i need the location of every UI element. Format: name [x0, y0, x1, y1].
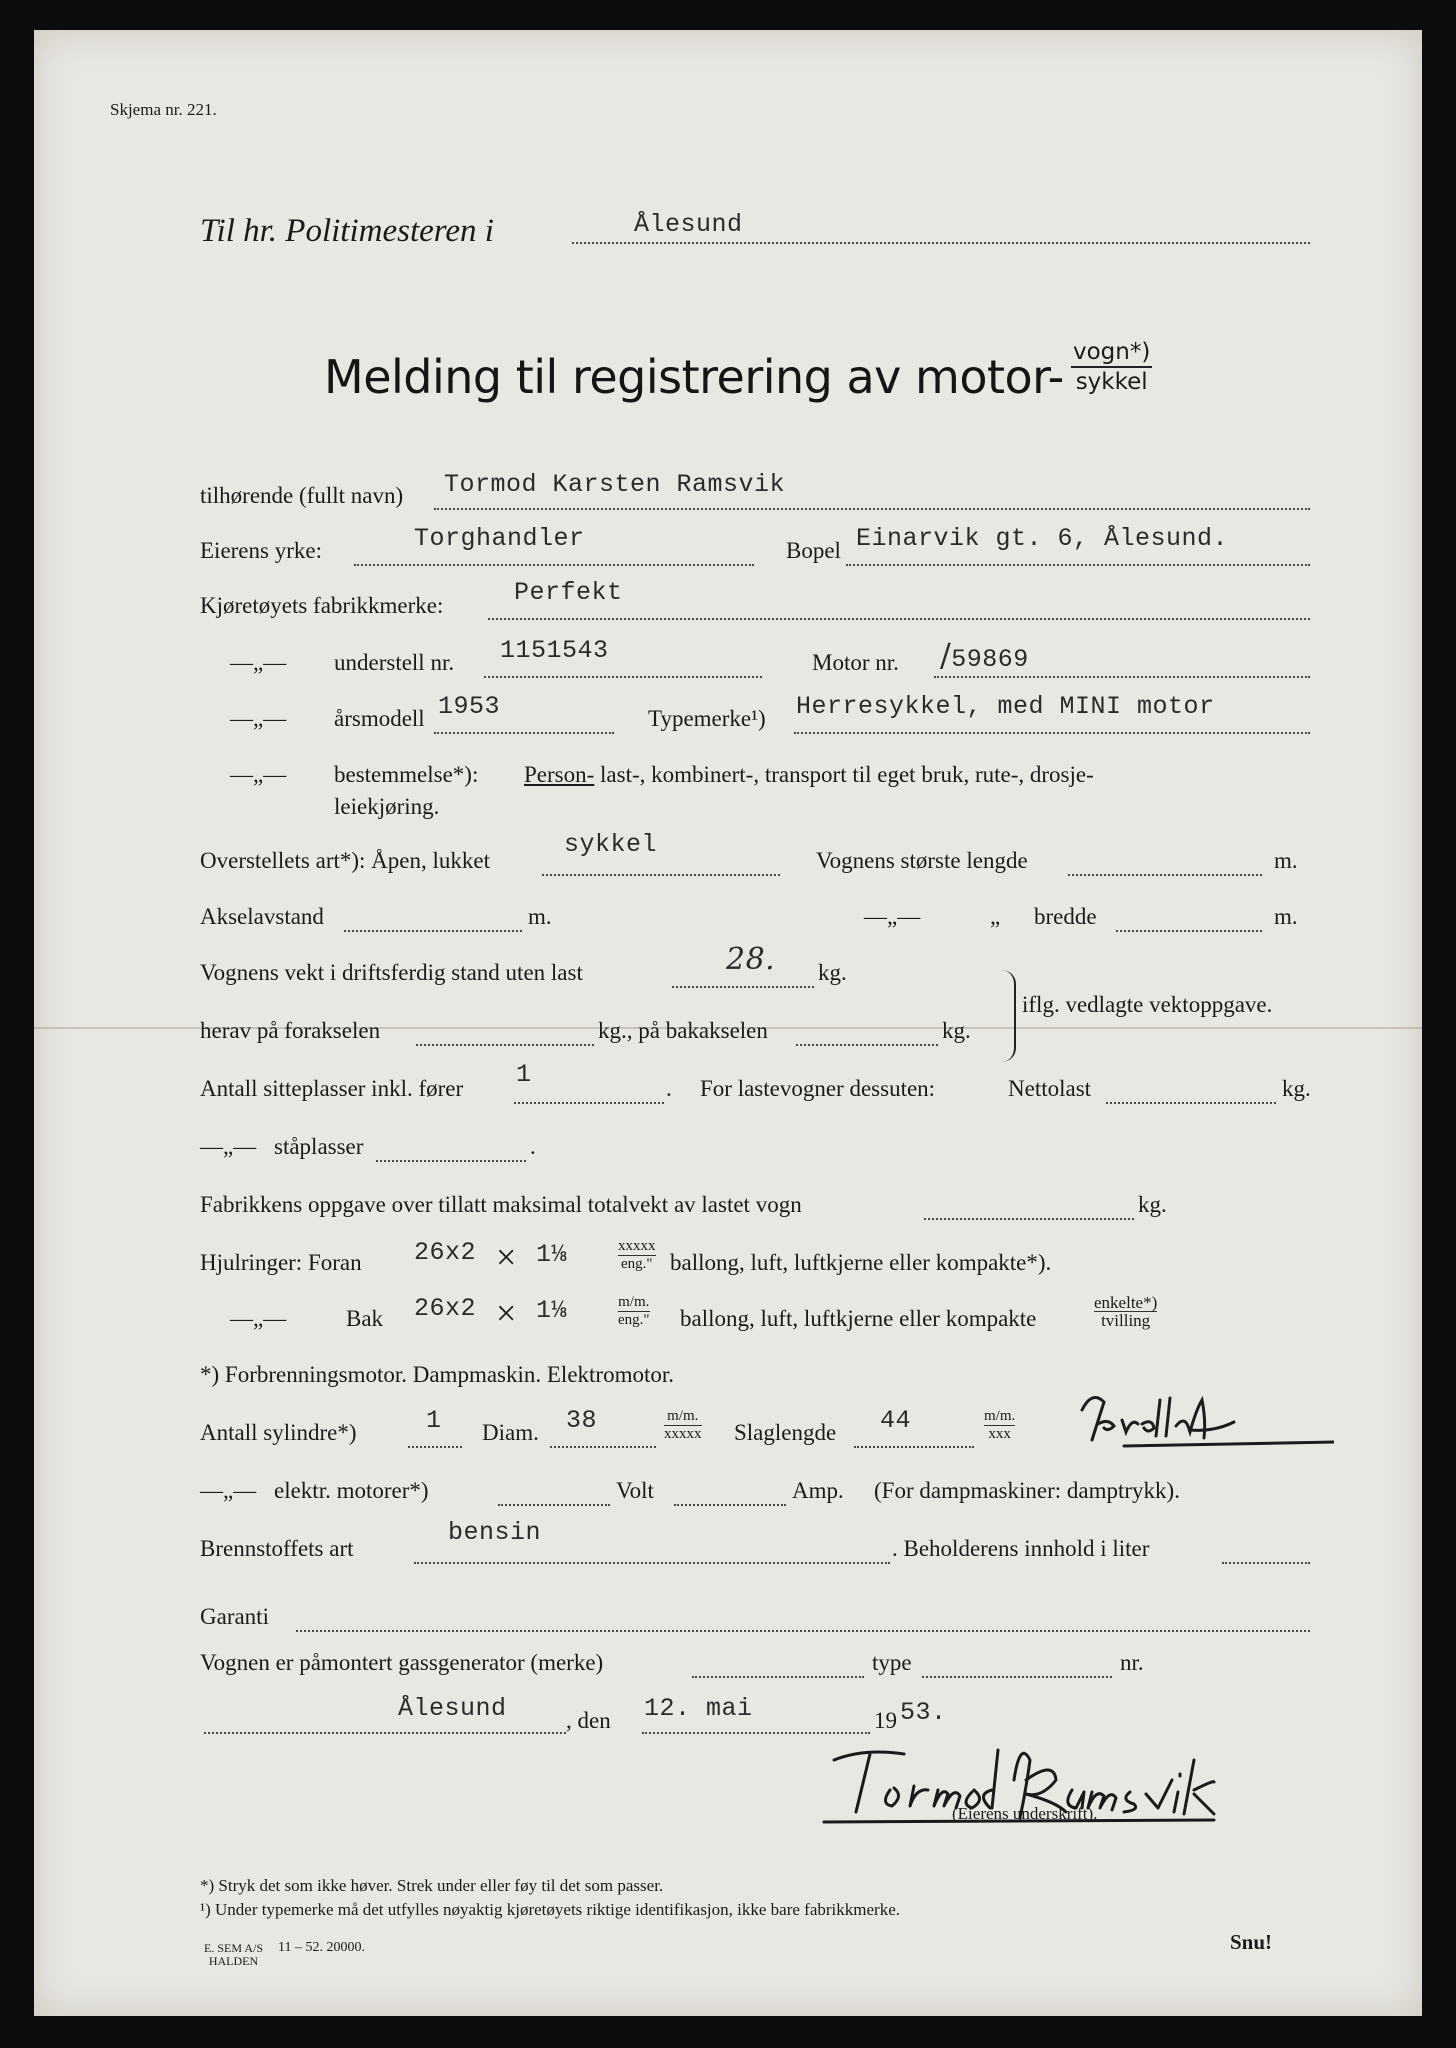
tank-line	[1222, 1562, 1310, 1564]
cylinders-label: Antall sylindre*)	[200, 1420, 357, 1445]
printer-line1: E. SEM A/S	[204, 1941, 264, 1955]
ditto-quote: „	[990, 904, 1001, 929]
occupation-label: Eierens yrke:	[200, 538, 322, 563]
motor-number-value[interactable]: /59869	[940, 636, 1029, 674]
standing-dot: .	[530, 1134, 536, 1159]
date-value[interactable]: 12. mai	[644, 1694, 753, 1723]
rear-axle-line	[796, 1044, 938, 1046]
weight-line	[672, 986, 814, 988]
year-prefix: 19	[874, 1708, 897, 1733]
ditto-mark: —„—	[230, 706, 287, 731]
footnote-star: *) Stryk det som ikke høver. Strek under eller føy til det som passer.	[200, 1876, 664, 1895]
standing-label: ståplasser	[274, 1134, 364, 1159]
engine-type-line: *) Forbrenningsmotor. Dampmaskin. Elektromotor.	[200, 1362, 675, 1387]
make-value[interactable]: Perfekt	[514, 578, 623, 607]
diameter-unit-top: m/m.	[664, 1408, 702, 1426]
seats-dot: .	[666, 1076, 672, 1101]
fuel-line	[414, 1562, 890, 1564]
body-type-value[interactable]: sykkel	[564, 830, 658, 859]
year-suffix[interactable]: 53.	[900, 1698, 947, 1727]
cylinders-value[interactable]: 1	[426, 1406, 442, 1435]
front-axle-line	[416, 1044, 594, 1046]
wheels-front-times: ×	[496, 1237, 517, 1277]
gas-type-label: type	[872, 1650, 912, 1675]
tank-label: . Beholderens innhold i liter	[892, 1536, 1150, 1561]
gas-nr-label: nr.	[1120, 1650, 1144, 1675]
max-weight-unit: kg.	[1138, 1192, 1167, 1217]
standing-line	[376, 1160, 526, 1162]
wheels-rear-times: ×	[496, 1293, 517, 1333]
ditto-mark: —„—	[864, 904, 921, 929]
axle-label: Akselavstand	[200, 904, 324, 929]
electric-label: elektr. motorer*)	[274, 1478, 429, 1503]
stroke-unit-bottom: xxx	[988, 1426, 1011, 1442]
weight-unit: kg.	[818, 960, 847, 985]
net-load-line	[1106, 1102, 1276, 1104]
body-type-label: Overstellets art*): Åpen, lukket	[200, 848, 490, 873]
model-year-label: årsmodell	[334, 706, 425, 731]
front-axle-label: herav på forakselen	[200, 1018, 381, 1043]
printer-line2: HALDEN	[208, 1954, 259, 1968]
stroke-line	[854, 1446, 974, 1448]
wheels-front-unit-top: xxxxx	[618, 1238, 656, 1254]
ditto-mark: —„—	[230, 650, 287, 675]
make-label: Kjøretøyets fabrikkmerke:	[200, 593, 444, 618]
purpose-selected[interactable]: Person-	[524, 762, 595, 787]
wheels-front-types: ballong, luft, luftkjerne eller kompakte*).	[670, 1250, 1052, 1275]
footnote-one: ¹) Under typemerke må det utfylles nøyaktig kjøretøyets riktige identifikasjon, ikke bare fabrikkmerke.	[200, 1900, 900, 1919]
title-frac-vogn: vogn*)	[1071, 338, 1152, 368]
make-line	[488, 618, 1310, 620]
motor-number-line	[934, 676, 1310, 678]
wheels-rear-option	[1094, 1294, 1157, 1329]
net-load-unit: kg.	[1282, 1076, 1311, 1101]
seats-label: Antall sitteplasser inkl. fører	[200, 1076, 464, 1101]
stroke-unit	[984, 1408, 1015, 1443]
fuel-label: Brennstoffets art	[200, 1536, 354, 1561]
length-line	[1068, 874, 1262, 876]
fuel-value[interactable]: bensin	[448, 1518, 542, 1547]
type-line	[794, 732, 1310, 734]
wheels-rear-label: Bak	[346, 1306, 384, 1331]
axle-unit: m.	[528, 904, 552, 929]
max-weight-label: Fabrikkens oppgave over tillatt maksimal totalvekt av lastet vogn	[200, 1192, 802, 1217]
seats-value[interactable]: 1	[516, 1060, 532, 1089]
printer-imprint	[204, 1942, 263, 1968]
type-value[interactable]: Herresykkel, med MINI motor	[796, 692, 1215, 721]
net-load-label: Nettolast	[1008, 1076, 1092, 1101]
owner-line	[434, 508, 1310, 510]
rear-axle-label: kg., på bakakselen	[598, 1018, 768, 1043]
weight-value[interactable]: 28.	[726, 942, 776, 977]
purpose-label: bestemmelse*):	[334, 762, 479, 787]
chassis-line	[484, 676, 762, 678]
motor-number-digits: 59869	[951, 645, 1029, 674]
wheels-rear-unit	[618, 1294, 650, 1329]
diameter-label: Diam.	[482, 1420, 539, 1445]
axle-line	[344, 930, 522, 932]
chassis-label: understell nr.	[334, 650, 455, 675]
weight-bracket	[1000, 970, 1016, 1062]
warranty-label: Garanti	[200, 1604, 269, 1629]
body-type-line	[542, 874, 780, 876]
stroke-unit-top: m/m.	[984, 1408, 1016, 1424]
title-main: Melding til registrering av motor-	[324, 350, 1064, 404]
chassis-value[interactable]: 1151543	[500, 636, 609, 665]
width-unit: m.	[1274, 904, 1298, 929]
ditto-mark: —„—	[230, 762, 287, 787]
occupation-line	[354, 564, 754, 566]
police-district-value[interactable]: Ålesund	[634, 210, 743, 239]
wheels-front-unit-bottom: eng."	[620, 1256, 653, 1272]
wheels-front-fraction[interactable]: 1⅛	[536, 1240, 568, 1269]
amp-label: Amp.	[792, 1478, 844, 1503]
motor-number-label: Motor nr.	[812, 650, 899, 675]
diameter-value[interactable]: 38	[566, 1406, 598, 1435]
owner-signature-label: (Eierens underskrift).	[952, 1804, 1098, 1823]
volt-label: Volt	[616, 1478, 654, 1503]
residence-label: Bopel	[786, 538, 841, 563]
ditto-mark: —„—	[200, 1134, 257, 1159]
wheels-front-unit	[618, 1238, 656, 1273]
wheels-rear-option-bottom: tvilling	[1101, 1311, 1151, 1330]
residence-line	[846, 564, 1310, 566]
official-initials-signature	[1064, 1380, 1334, 1460]
max-weight-line	[924, 1218, 1134, 1220]
gas-type-line	[922, 1676, 1112, 1678]
width-label: bredde	[1034, 904, 1097, 929]
owner-value[interactable]: Tormod Karsten Ramsvik	[444, 470, 786, 499]
rear-axle-unit: kg.	[942, 1018, 971, 1043]
stroke-value[interactable]: 44	[880, 1406, 912, 1435]
diameter-unit	[664, 1408, 702, 1443]
wheels-front-label: Hjulringer: Foran	[200, 1250, 362, 1275]
volt-line	[674, 1504, 786, 1506]
title-frac-sykkel: sykkel	[1075, 369, 1148, 395]
purpose-line2: leiekjøring.	[334, 794, 440, 819]
printer-code: 11 – 52. 20000.	[278, 1940, 365, 1955]
wheels-rear-option-top: enkelte*)	[1094, 1293, 1158, 1312]
model-year-line	[434, 732, 614, 734]
wheels-rear-unit-top: m/m.	[618, 1294, 650, 1310]
wheels-rear-unit-bottom: eng."	[618, 1312, 650, 1328]
purpose-rest: last-, kombinert-, transport til eget bruk, rute-, drosje-	[594, 762, 1094, 787]
ditto-mark: —„—	[200, 1478, 257, 1503]
form-sheet	[34, 30, 1422, 2016]
wheels-front-size[interactable]: 26x2	[414, 1238, 477, 1267]
weight-bracket-note: iflg. vedlagte vektoppgave.	[1022, 992, 1273, 1017]
occupation-value[interactable]: Torghandler	[414, 524, 585, 553]
width-line	[1116, 930, 1262, 932]
place-line	[204, 1732, 566, 1734]
residence-value[interactable]: Einarvik gt. 6, Ålesund.	[856, 524, 1229, 553]
seats-line	[514, 1102, 664, 1104]
steam-note: (For dampmaskiner: damptrykk).	[874, 1478, 1180, 1503]
diameter-line	[550, 1446, 656, 1448]
type-label: Typemerke¹)	[648, 706, 766, 731]
model-year-value[interactable]: 1953	[438, 692, 501, 721]
weight-label: Vognens vekt i driftsferdig stand uten last	[200, 960, 583, 985]
stroke-label: Slaglengde	[734, 1420, 837, 1445]
den-label: , den	[566, 1708, 611, 1733]
wheels-rear-fraction[interactable]: 1⅛	[536, 1296, 568, 1325]
purpose-options	[524, 762, 1094, 788]
form-number: Skjema nr. 221.	[110, 100, 217, 119]
cargo-label: For lastevogner dessuten:	[700, 1076, 936, 1101]
ditto-mark: —„—	[230, 1306, 287, 1331]
wheels-rear-size[interactable]: 26x2	[414, 1294, 477, 1323]
cylinders-line	[408, 1446, 462, 1448]
police-district-line	[572, 242, 1310, 244]
owner-label: tilhørende (fullt navn)	[200, 483, 404, 508]
diameter-unit-bottom: xxxxx	[664, 1426, 702, 1442]
place-value[interactable]: Ålesund	[398, 1694, 507, 1723]
length-unit: m.	[1274, 848, 1298, 873]
electric-line	[498, 1504, 610, 1506]
gas-generator-line	[692, 1676, 864, 1678]
length-label: Vognens største lengde	[816, 848, 1028, 873]
form-title	[324, 350, 1064, 404]
to-police-label: Til hr. Politimesteren i	[200, 213, 494, 249]
turn-over-label: Snu!	[1230, 1930, 1273, 1954]
gas-generator-label: Vognen er påmontert gassgenerator (merke)	[200, 1650, 604, 1675]
warranty-line	[296, 1630, 1310, 1632]
title-fraction	[1071, 338, 1152, 396]
wheels-rear-types: ballong, luft, luftkjerne eller kompakte	[680, 1306, 1037, 1331]
